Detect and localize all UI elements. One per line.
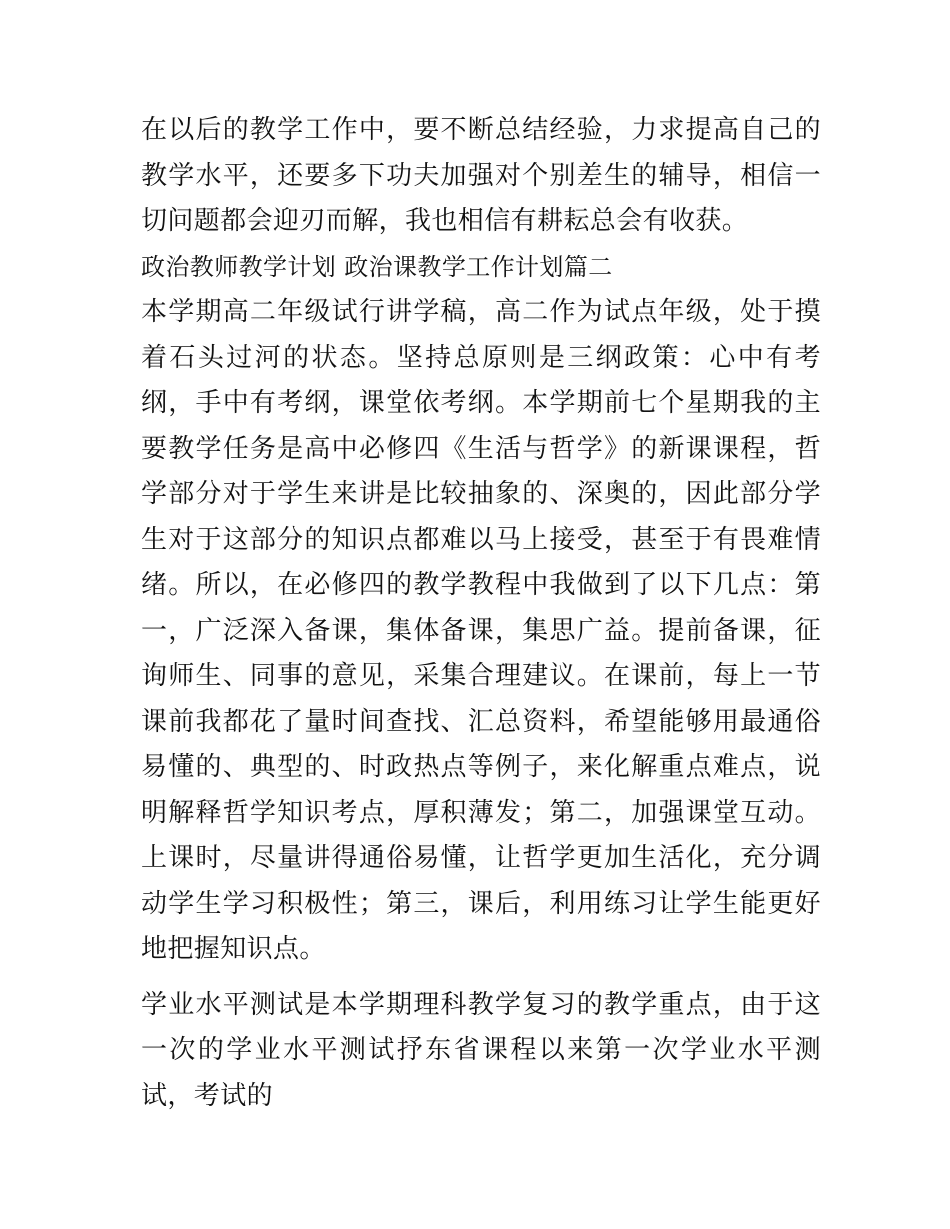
paragraph-3: 学业水平测试是本学期理科教学复习的教学重点，由于这一次的学业水平测试抒东省课程以来第一次学业水平测试，考试的	[141, 989, 821, 1111]
document-body	[141, 108, 821, 1119]
section-heading: 政治教师教学计划 政治课教学工作计划篇二	[141, 252, 613, 281]
paragraph-2: 本学期高二年级试行讲学稿，高二作为试点年级，处于摸着石头过河的状态。坚持总原则是三纲政策：心中有考纲，手中有考纲，课堂依考纲。本学期前七个星期我的主要教学任务是高中必修四《生活与哲学》的新课课程，哲学部分对于学生来讲是比较抽象的、深奥的，因此部分学生对于这部分的知识点都难以马上接受，甚至于有畏难情绪。所以，在必修四的教学教程中我做到了以下几点：第一，广泛深入备课，集体备课，集思广益。提前备课，征询师生、同事的意见，采集合理建议。在课前，每上一节课前我都花了量时间查找、汇总资料，希望能够用最通俗易懂的、典型的、时政热点等例子，来化解重点难点，说明解释哲学知识考点，厚积薄发；第二，加强课堂互动。上课时，尽量讲得通俗易懂，让哲学更加生活化，充分调动学生学习积极性；第三，课后，利用练习让学生能更好地把握知识点。	[141, 297, 821, 964]
paragraph-1: 在以后的教学工作中，要不断总结经验，力求提高自己的教学水平，还要多下功夫加强对个别差生的辅导，相信一切问题都会迎刃而解，我也相信有耕耘总会有收获。	[141, 115, 821, 236]
